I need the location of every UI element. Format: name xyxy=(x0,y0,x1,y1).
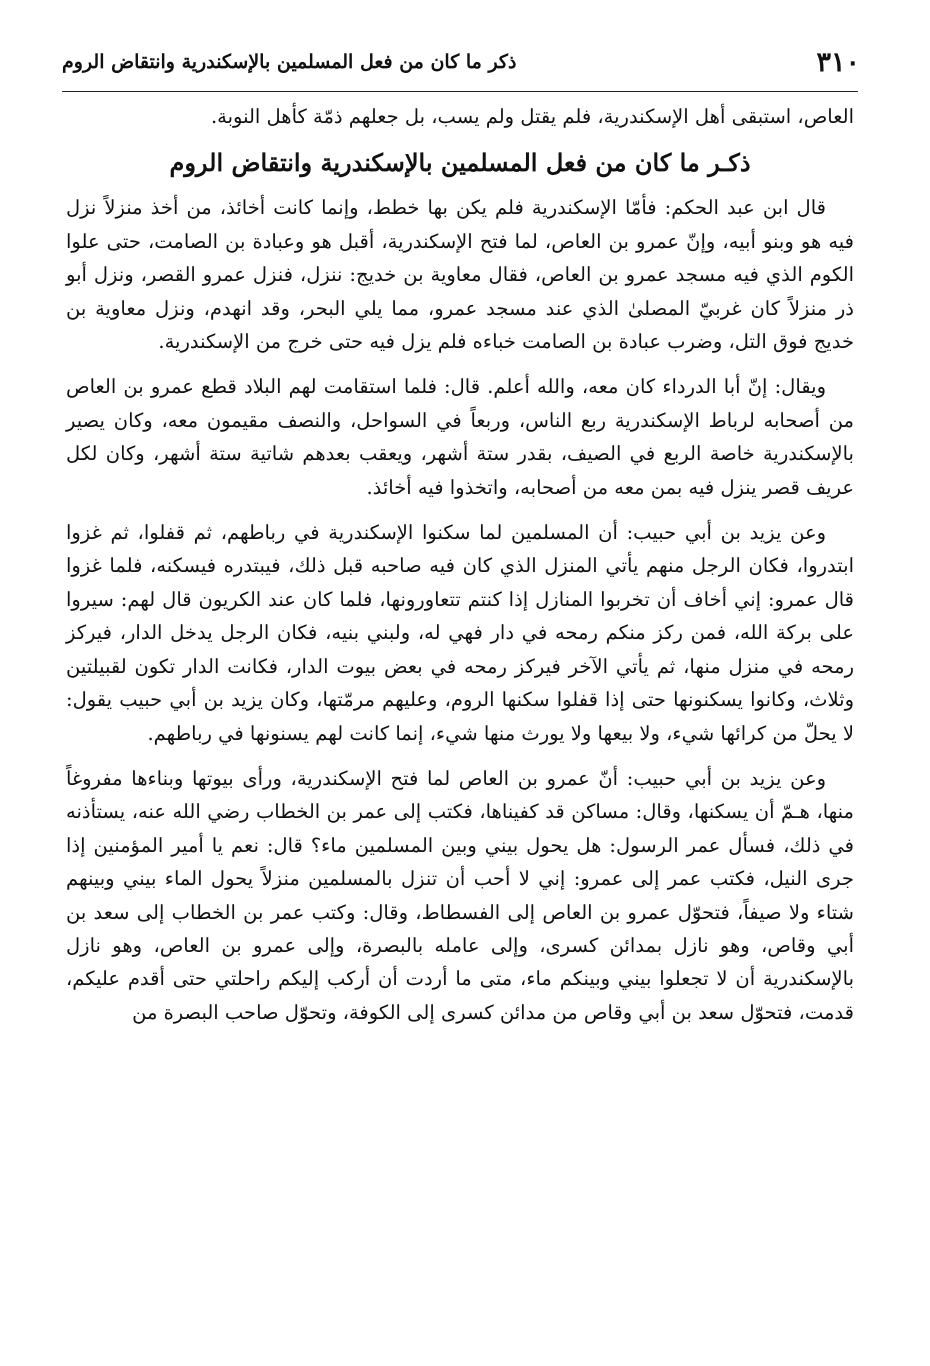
paragraph-1: قال ابن عبد الحكم: فأمّا الإسكندرية فلم يكن بها خطط، وإنما كانت أخائذ، من أخذ منزلاً نزل فيه هو وبنو أبيه، وإنّ عمرو بن العاص، لما فتح الإسكندرية، أقبل هو وعبادة بن الصامت، حتى علوا الكوم الذي فيه مسجد عمرو بن العاص، فقال معاوية بن خديج: ننزل، فنزل عمرو القصر، ونزل أبو ذر منزلاً كان غربيّ المصلىٰ الذي عند مسجد عمرو، مما يلي البحر، وقد انهدم، ونزل معاوية بن خديج فوق التل، وضرب عبادة بن الصامت خباءه فلم يزل فيه حتى خرج من الإسكندرية. xyxy=(66,196,854,354)
header-divider xyxy=(62,91,858,92)
section-heading: ذكـر ما كان من فعل المسلمين بالإسكندرية وانتقاض الروم xyxy=(169,148,751,178)
paragraph-2: ويقال: إنّ أبا الدرداء كان معه، والله أعلم. قال: فلما استقامت لهم البلاد قطع عمرو بن العاص من أصحابه لرباط الإسكندرية ربع الناس، وربعاً في السواحل، والنصف مقيمون معه، وكان يصير بالإسكندرية خاصة الربع في الصيف، بقدر ستة أشهر، ويعقب بعدهم شاتية ستة أشهر، وكان لكل عريف قصر ينزل فيه بمن معه من أصحابه، واتخذوا فيه أخائذ. xyxy=(66,375,854,499)
continued-text-line: العاص، استبقى أهل الإسكندرية، فلم يقتل ولم يسب، بل جعلهم ذمّة كأهل النوبة. xyxy=(210,105,854,128)
running-header xyxy=(62,40,860,84)
paragraph-3: وعن يزيد بن أبي حبيب: أن المسلمين لما سكنوا الإسكندرية في رباطهم، ثم قفلوا، ثم غزوا ابتدروا، فكان الرجل منهم يأتي المنزل الذي كان فيه صاحبه قبل ذلك، فيبتدره فيسكنه، فلما غزوا قال عمرو: إني أخاف أن تخربوا المنازل إذا كنتم تتعاورونها، فلما كان عند الكريون قال لهم: سيروا على بركة الله، فمن ركز منكم رمحه في دار فهي له، ولبني بنيه، فكان الرجل يدخل الدار، فيركز رمحه في منزل منها، ثم يأتي الآخر فيركز رمحه في بعض بيوت الدار، فكانت الدار تكون لقبيلتين وثلاث، وكانوا يسكنونها حتى إذا قفلوا سكنها الروم، وعليهم مرمّتها، وكان يزيد بن أبي حبيب يقول: لا يحلّ من كرائها شيء، ولا بيعها ولا يورث منها شيء، إنما كانت لهم يسنونها في رباطهم. xyxy=(66,521,854,745)
page-body xyxy=(66,100,854,1029)
page-number: ٣١٠ xyxy=(816,46,860,78)
paragraph-4: وعن يزيد بن أبي حبيب: أنّ عمرو بن العاص لما فتح الإسكندرية، ورأى بيوتها وبناءها مفروغاً منها، هـمّ أن يسكنها، وقال: مساكن قد كفيناها، فكتب إلى عمر بن الخطاب رضي الله عنه، يستأذنه في ذلك، فسأل عمر الرسول: هل يحول بيني وبين المسلمين ماء؟ قال: نعم يا أمير المؤمنين إذا جرى النيل، فكتب عمر إلى عمرو: إني لا أحب أن تنزل بالمسلمين منزلاً يحول الماء بيني وبينهم شتاء ولا صيفاً، فتحوّل عمرو بن العاص إلى الفسطاط، وقال: وكتب عمر بن الخطاب إلى سعد بن أبي وقاص، وهو نازل بمدائن كسرى، وإلى عامله بالبصرة، وإلى عمرو بن العاص، وهو نازل بالإسكندرية أن لا تجعلوا بيني وبينكم ماء، متى ما أردت أن أركب إليكم راحلتي حتى أقدم عليكم، قدمت، فتحوّل سعد بن أبي وقاص من مدائن كسرى إلى الكوفة، وتحوّل صاحب البصرة من xyxy=(66,766,854,1024)
running-title: ذكر ما كان من فعل المسلمين بالإسكندرية وانتقاض الروم xyxy=(62,51,517,73)
